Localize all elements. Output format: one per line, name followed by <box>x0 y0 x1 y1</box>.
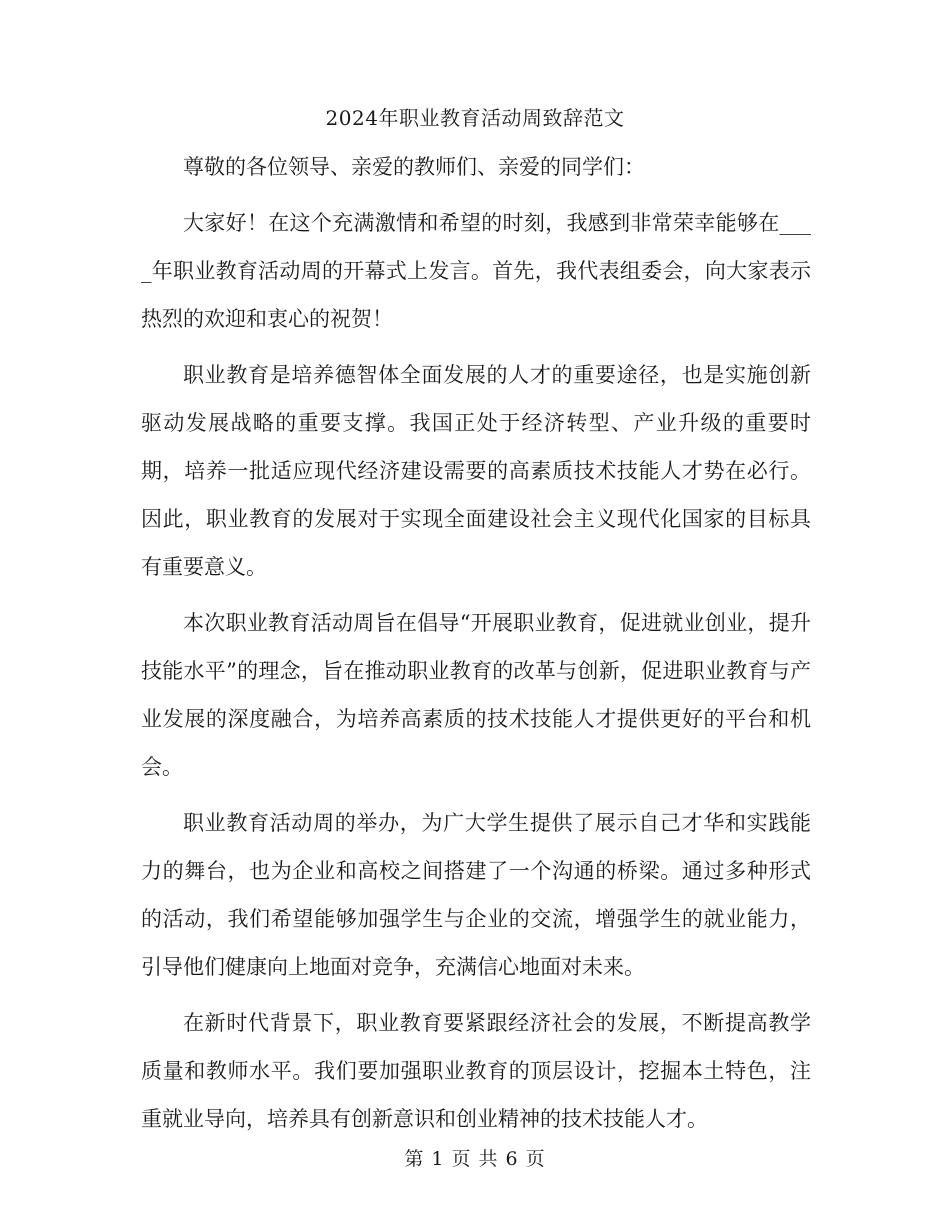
page-indicator: 第 1 页 共 6 页 <box>404 1148 546 1170</box>
body-paragraph: 职业教育活动周的举办，为广大学生提供了展示自己才华和实践能力的舞台，也为企业和高校之间搭建了一个沟通的桥梁。通过多种形式的活动，我们希望能够加强学生与企业的交流，增强学生的就业能力，引导他们健康向上地面对竞争，充满信心地面对未来。 <box>141 811 811 979</box>
document-body <box>141 143 811 1151</box>
body-paragraph: 在新时代背景下，职业教育要紧跟经济社会的发展，不断提高教学质量和教师水平。我们要加强职业教育的顶层设计，挖掘本土特色，注重就业导向，培养具有创新意识和创业精神的技术技能人才。 <box>141 1011 811 1131</box>
body-paragraph: 本次职业教育活动周旨在倡导“开展职业教育，促进就业创业，提升技能水平”的理念，旨在推动职业教育的改革与创新，促进职业教育与产业发展的深度融合，为培养高素质的技术技能人才提供更好的平台和机会。 <box>141 611 811 779</box>
document-title: 2024年职业教育活动周致辞范文 <box>325 106 625 130</box>
greeting-paragraph: 大家好！在这个充满激情和希望的时刻，我感到非常荣幸能够在____年职业教育活动周的开幕式上发言。首先，我代表组委会，向大家表示热烈的欢迎和衷心的祝贺！ <box>141 211 811 331</box>
body-paragraph: 职业教育是培养德智体全面发展的人才的重要途径，也是实施创新驱动发展战略的重要支撑。我国正处于经济转型、产业升级的重要时期，培养一批适应现代经济建设需要的高素质技术技能人才势在必行。因此，职业教育的发展对于实现全面建设社会主义现代化国家的目标具有重要意义。 <box>141 363 811 579</box>
salutation-paragraph: 尊敬的各位领导、亲爱的教师们、亲爱的同学们： <box>183 155 645 179</box>
